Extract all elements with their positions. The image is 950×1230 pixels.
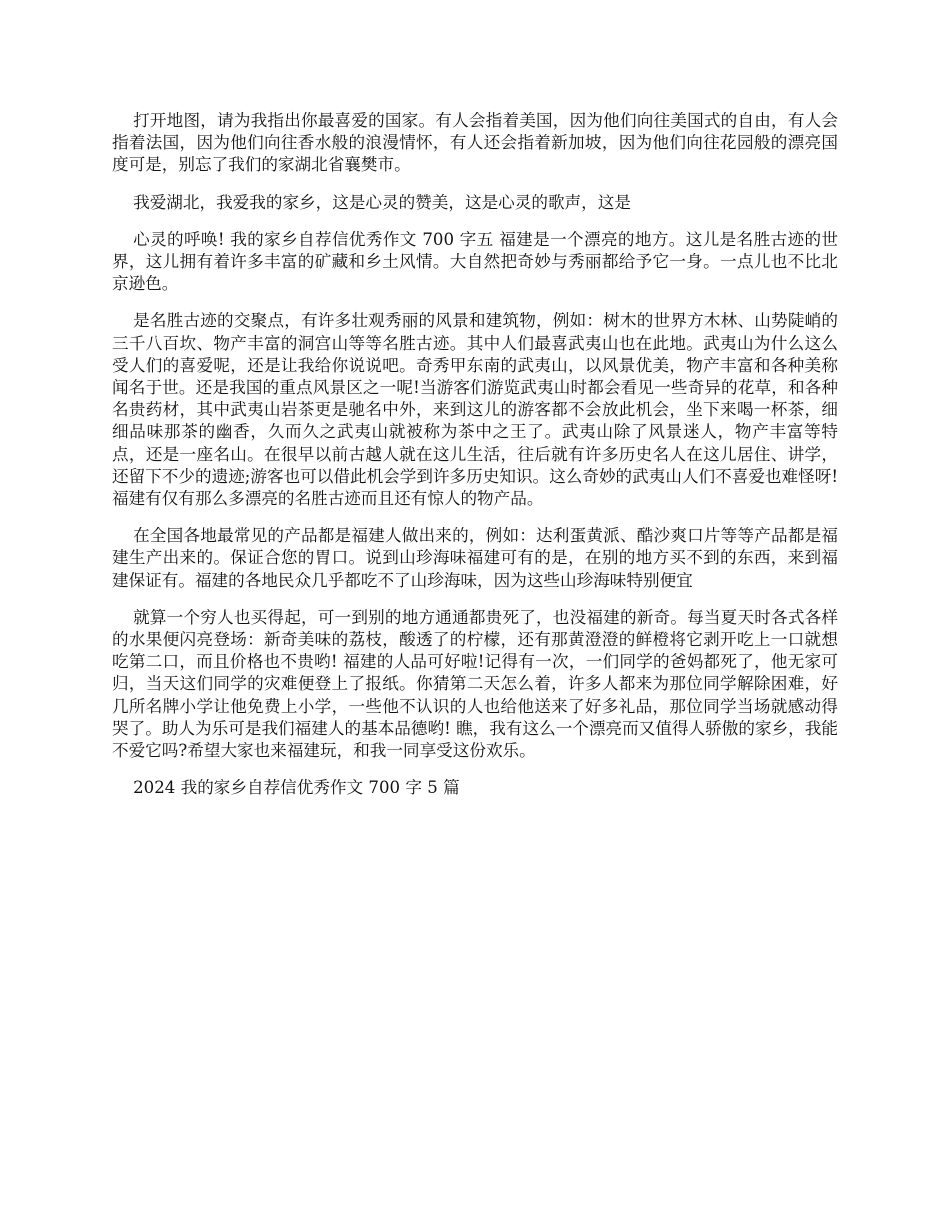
paragraph-5: 在全国各地最常见的产品都是福建人做出来的，例如：达利蛋黄派、酷沙爽口片等等产品都是福建生产出来的。保证合您的胃口。说到山珍海味福建可有的是，在别的地方买不到的东西，来到福建保证有。福建的各地民众几乎都吃不了山珍海味，因为这些山珍海味特别便宜 <box>112 526 838 590</box>
paragraph-7-title-line: 2024 我的家乡自荐信优秀作文 700 字 5 篇 <box>133 778 460 798</box>
paragraph-1: 打开地图，请为我指出你最喜爱的国家。有人会指着美国，因为他们向往美国式的自由，有人会指着法国，因为他们向往香水般的浪漫情怀，有人还会指着新加坡，因为他们向往花园般的漂亮国度可是，别忘了我们的家湖北省襄樊市。 <box>112 111 838 175</box>
paragraph-4: 是名胜古迹的交聚点，有许多壮观秀丽的风景和建筑物，例如：树木的世界方木林、山势陡峭的三千八百坎、物产丰富的洞宫山等等名胜古迹。其中人们最喜武夷山也在此地。武夷山为什么这么受人们的喜爱呢，还是让我给你说说吧。奇秀甲东南的武夷山，以风景优美，物产丰富和各种美称闻名于世。还是我国的重点风景区之一呢!当游客们游览武夷山时都会看见一些奇异的花草，和各种名贵药材，其中武夷山岩茶更是驰名中外，来到这儿的游客都不会放此机会，坐下来喝一杯茶，细细品味那茶的幽香，久而久之武夷山就被称为茶中之王了。武夷山除了风景迷人，物产丰富等特点，还是一座名山。在很早以前古越人就在这儿生活，往后就有许多历史名人在这儿居住、讲学，还留下不少的遗迹;游客也可以借此机会学到许多历史知识。这么奇妙的武夷山人们不喜爱也难怪呀!福建有仅有那么多漂亮的名胜古迹而且还有惊人的物产品。 <box>112 311 838 509</box>
paragraph-6: 就算一个穷人也买得起，可一到别的地方通通都贵死了，也没福建的新奇。每当夏天时各式各样的水果便闪亮登场：新奇美味的荔枝，酸透了的柠檬，还有那黄澄澄的鲜橙将它剥开吃上一口就想吃第二口，而且价格也不贵哟! 福建的人品可好啦!记得有一次，一们同学的爸妈都死了，他无家可归，当天这们同学的灾难便登上了报纸。你猜第二天怎么着，许多人都来为那位同学解除困难，好几所名牌小学让他免费上小学，一些他不认识的人也给他送来了好多礼品，那位同学当场就感动得哭了。助人为乐可是我们福建人的基本品德哟! 瞧，我有这么一个漂亮而又值得人骄傲的家乡，我能不爱它吗?希望大家也来福建玩，和我一同享受这份欢乐。 <box>112 607 838 761</box>
paragraph-2: 我爱湖北，我爱我的家乡，这是心灵的赞美，这是心灵的歌声，这是 <box>133 192 631 212</box>
paragraph-3: 心灵的呼唤! 我的家乡自荐信优秀作文 700 字五 福建是一个漂亮的地方。这儿是名胜古迹的世界，这儿拥有着许多丰富的矿藏和乡土风情。大自然把奇妙与秀丽都给予它一身。一点儿也不比北京逊色。 <box>112 229 838 294</box>
